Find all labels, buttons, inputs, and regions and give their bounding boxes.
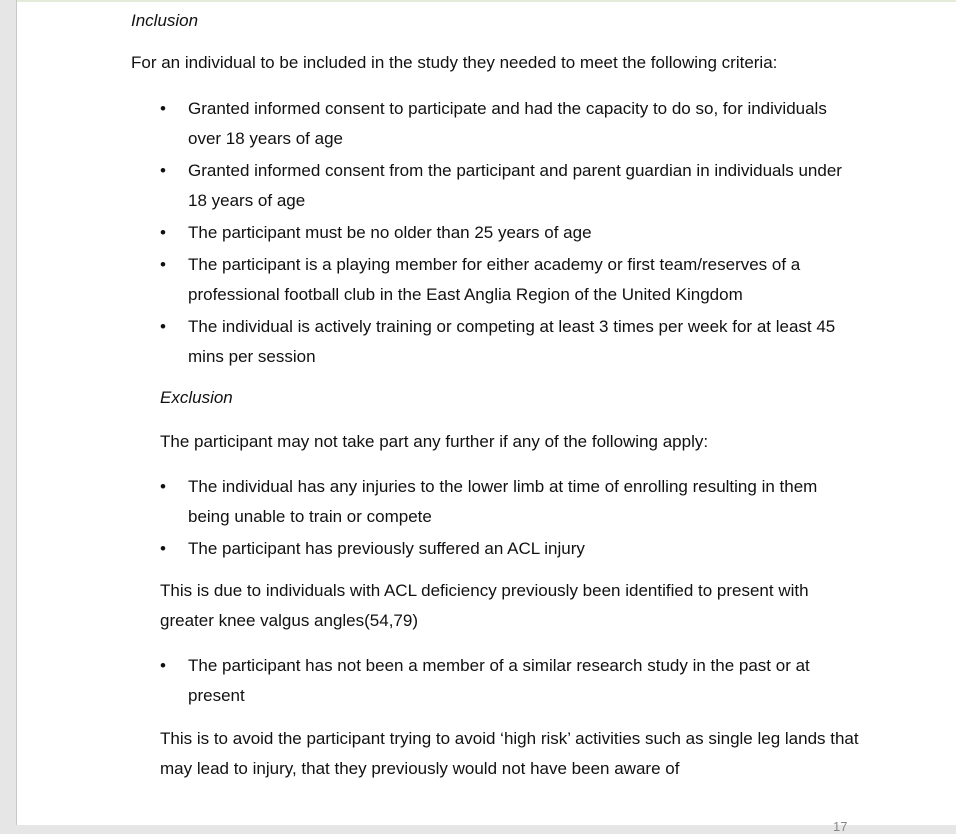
exclusion-criteria-list-2: [160, 651, 850, 713]
exclusion-intro: The participant may not take part any further if any of the following apply:: [160, 432, 709, 451]
page-number: 17: [833, 819, 848, 834]
list-item: • The individual has any injuries to the lower limb at time of enrolling resulting in them being unable to train or compete: [160, 472, 850, 532]
exclusion-criteria-list: [160, 472, 850, 566]
list-item: • Granted informed consent to participate and had the capacity to do so, for individuals over 18 years of age: [160, 94, 850, 154]
inclusion-intro: For an individual to be included in the study they needed to meet the following criteria:: [131, 53, 778, 72]
list-item: • The participant is a playing member for either academy or first team/reserves of a professional football club in the East Anglia Region of the United Kingdom: [160, 250, 850, 310]
exclusion-note-risk: This is to avoid the participant trying to avoid ‘high risk’ activities such as single leg lands that may lead to injury, that they previously would not have been aware of: [160, 729, 859, 778]
list-item: • The participant has previously suffered an ACL injury: [160, 534, 850, 564]
exclusion-note-acl: This is due to individuals with ACL deficiency previously been identified to present with greater knee valgus angles(54,79): [160, 581, 809, 630]
inclusion-heading: Inclusion: [131, 11, 199, 30]
list-item: • Granted informed consent from the participant and parent guardian in individuals under 18 years of age: [160, 156, 850, 216]
document-page: [17, 0, 956, 834]
list-item: • The individual is actively training or competing at least 3 times per week for at least 45 mins per session: [160, 312, 850, 372]
list-item: • The participant must be no older than 25 years of age: [160, 218, 850, 248]
exclusion-heading: Exclusion: [160, 388, 233, 407]
list-item: • The participant has not been a member of a similar research study in the past or at present: [160, 651, 850, 711]
left-margin-gutter: [0, 0, 17, 825]
inclusion-criteria-list: [160, 94, 850, 374]
